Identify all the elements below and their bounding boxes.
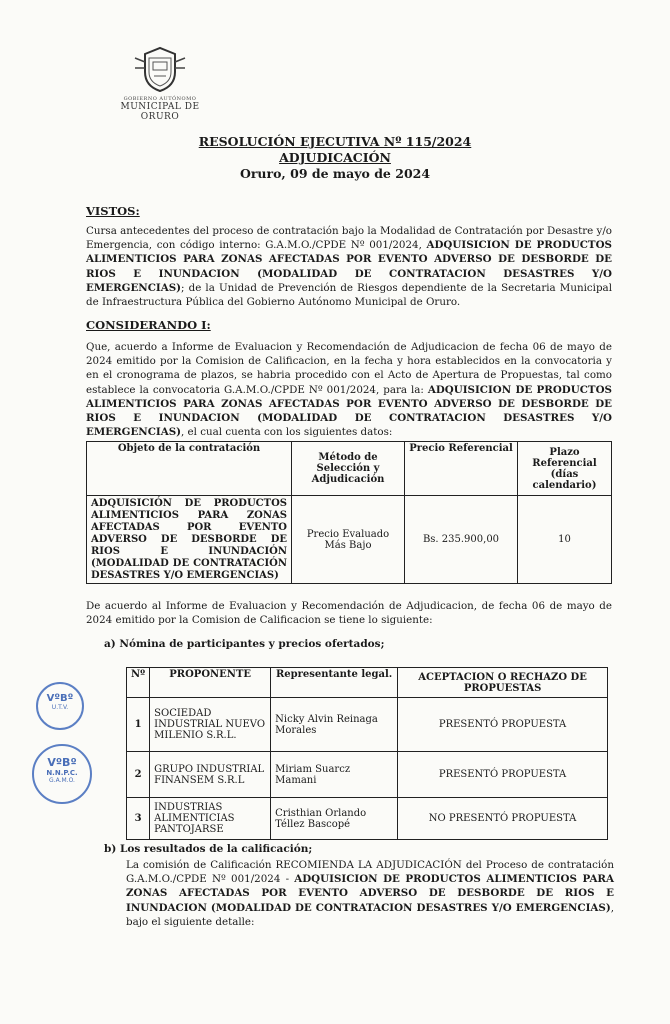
table-cell-representative: Cristhian Orlando Téllez Bascopé <box>271 798 398 840</box>
considerando-paragraph <box>86 340 612 439</box>
resolution-type: ADJUDICACIÓN <box>279 150 391 165</box>
resolution-number: RESOLUCIÓN EJECUTIVA Nº 115/2024 <box>198 134 472 149</box>
vistos-text: Cursa antecedentes del proceso de contratación bajo la Modalidad de Contratación por Desastre y/o Emergencia, con código interno: G.A.M.O./CPDE Nº 001/2024, <box>86 225 612 252</box>
considerando-heading: CONSIDERANDO I: <box>86 318 211 332</box>
results-label: b) Los resultados de la calificación; <box>104 843 313 855</box>
approval-stamp-1 <box>36 682 84 730</box>
table-header-cell: PROPONENTE <box>150 668 271 698</box>
participants-table <box>126 667 608 840</box>
table-cell-status: NO PRESENTÓ PROPUESTA <box>398 798 608 840</box>
table-header-cell: Precio Referencial <box>405 442 518 496</box>
table-cell-status: PRESENTÓ PROPUESTA <box>398 752 608 798</box>
municipal-logo <box>110 44 210 122</box>
participants-label: a) Nómina de participantes y precios ofertados; <box>104 638 385 650</box>
table-header-cell: ACEPTACION O RECHAZO DE PROPUESTAS <box>398 668 608 698</box>
table-row <box>87 496 612 584</box>
stamp-2-org: G.A.M.O. <box>49 777 75 784</box>
table-cell-object: ADQUISICIÓN DE PRODUCTOS ALIMENTICIOS PARA ZONAS AFECTADAS POR EVENTO ADVERSO DE DESBORDE DE RIOS E INUNDACIÓN (MODALIDAD DE CONTRATACIÓN DESASTRES Y/O EMERGENCIAS) <box>87 496 292 584</box>
table-header-cell: Nº <box>127 668 150 698</box>
table-cell-price: Bs. 235.900,00 <box>405 496 518 584</box>
vistos-paragraph <box>86 224 612 309</box>
vistos-text-end: ; de la Unidad de Prevención de Riesgos dependiente de la Secretaria Municipal de Infraestructura Pública del Gobierno Autónomo Municipal de Oruro. <box>86 281 612 309</box>
table-header-row <box>87 442 612 496</box>
stamp-2-unit: N.N.P.C. <box>46 769 78 777</box>
table-header-cell: Objeto de la contratación <box>87 442 292 496</box>
table-header-cell: Plazo Referencial (días calendario) <box>518 442 612 496</box>
table-header-cell: Representante legal. <box>271 668 398 698</box>
table-cell-number: 3 <box>127 798 150 840</box>
resolution-date: Oruro, 09 de mayo de 2024 <box>239 166 431 181</box>
results-text-end: , bajo el siguiente detalle: <box>126 901 614 928</box>
coat-of-arms-icon <box>131 44 189 94</box>
logo-name: MUNICIPAL DE ORURO <box>120 102 200 122</box>
table-header-row <box>127 668 608 698</box>
table-cell-proponent: GRUPO INDUSTRIAL FINANSEM S.R.L <box>150 752 271 798</box>
stamp-1-unit: U.T.V. <box>51 704 69 711</box>
resolution-header <box>0 134 670 182</box>
stamp-1-vobo: VºBº <box>46 693 74 704</box>
table-row <box>127 798 608 840</box>
contract-data-table <box>86 441 612 584</box>
table-cell-representative: Nicky Alvin Reinaga Morales <box>271 698 398 752</box>
table-cell-number: 2 <box>127 752 150 798</box>
table-cell-representative: Miriam Suarcz Mamani <box>271 752 398 798</box>
table-cell-status: PRESENTÓ PROPUESTA <box>398 698 608 752</box>
approval-stamp-2 <box>32 744 92 804</box>
table-cell-proponent: SOCIEDAD INDUSTRIAL NUEVO MILENIO S.R.L. <box>150 698 271 752</box>
considerando-text-end: , el cual cuenta con los siguientes datos: <box>181 426 393 439</box>
stamp-2-vobo: VºBº <box>47 756 77 769</box>
logo-subtitle: GOBIERNO AUTÓNOMO <box>123 96 197 102</box>
vistos-bold-text: ADQUISICION DE PRODUCTOS ALIMENTICIOS PARA ZONAS AFECTADAS POR EVENTO ADVERSO DE DESBORDE DE RIOS E INUNDACION (MODALIDAD DE CONTRATACION DESASTRES Y/O EMERGENCIAS) <box>86 239 612 294</box>
evaluation-paragraph: De acuerdo al Informe de Evaluacion y Recomendación de Adjudicacion, de fecha 06 de mayo de 2024 emitido por la Comision de Calificacion se tiene lo siguiente: <box>86 600 612 627</box>
table-cell-proponent: INDUSTRIAS ALIMENTICIAS PANTOJARSE <box>150 798 271 840</box>
results-text: La comisión de Calificación RECOMIENDA LA ADJUDICACIÓN del Proceso de contratación G.A.M.O./CPDE Nº 001/2024 - <box>126 859 614 886</box>
table-cell-term: 10 <box>518 496 612 584</box>
table-cell-number: 1 <box>127 698 150 752</box>
results-paragraph <box>126 858 614 929</box>
table-row <box>127 752 608 798</box>
considerando-bold-text: ADQUISICION DE PRODUCTOS ALIMENTICIOS PARA ZONAS AFECTADAS POR EVENTO ADVERSO DE DESBORDE DE RIOS E INUNDACION (MODALIDAD DE CONTRATACION DESASTRES Y/O EMERGENCIAS) <box>86 383 612 439</box>
table-cell-method: Precio Evaluado Más Bajo <box>292 496 405 584</box>
vistos-heading: VISTOS: <box>86 204 140 218</box>
table-row <box>127 698 608 752</box>
considerando-text: Que, acuerdo a Informe de Evaluacion y Recomendación de Adjudicacion de fecha 06 de mayo de 2024 emitido por la Comision de Calificacion, en la fecha y hora establecidos en la convocatoria y en el cronograma de plazos, se habria procedido con el Acto de Apertura de Propuestas, tal como establece la convocatoria G.A.M.O./CPDE Nº 001/2024, para la: <box>86 341 612 396</box>
results-bold-text: ADQUISICION DE PRODUCTOS ALIMENTICIOS PARA ZONAS AFECTADAS POR EVENTO ADVERSO DE DESBORDE DE RIOS E INUNDACION (MODALIDAD DE CONTRATACION DESASTRES Y/O EMERGENCIAS) <box>126 873 614 914</box>
table-header-cell: Método de Selección y Adjudicación <box>292 442 405 496</box>
